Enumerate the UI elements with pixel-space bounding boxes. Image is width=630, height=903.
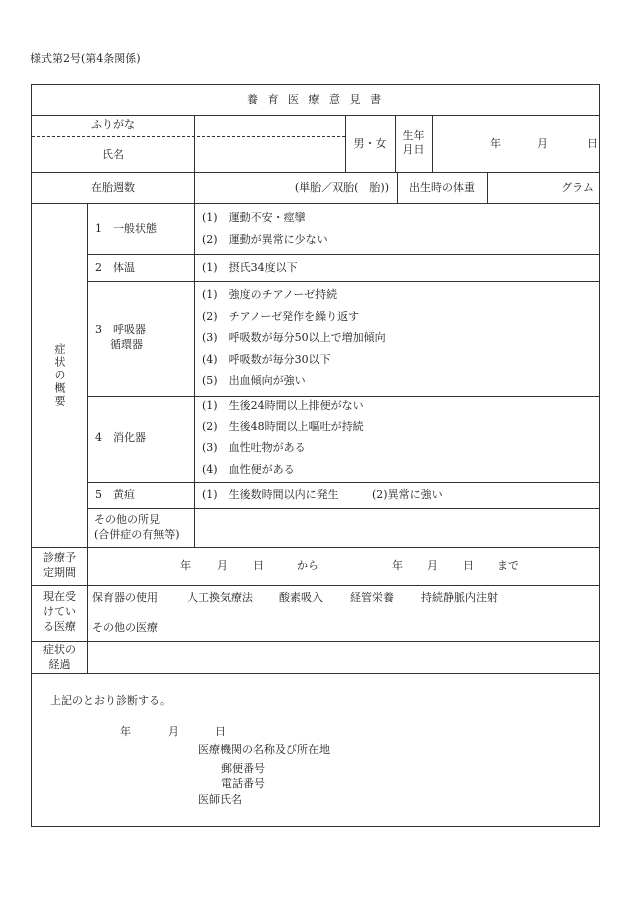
period-year-2: 年 (392, 559, 403, 572)
period-label-1: 診療予 (43, 551, 76, 564)
current-label-2: けてい (43, 605, 76, 618)
general-item-1: (1) 運動不安・痙攣 (202, 211, 306, 224)
jaundice-item-2: (2)異常に強い (372, 488, 443, 501)
period-divider (32, 585, 599, 586)
birth-weight-label: 出生時の体重 (409, 181, 475, 194)
circ-label: 循環器 (110, 338, 143, 351)
gestation-label: 在胎週数 (91, 181, 135, 194)
birth-year: 年 (490, 137, 501, 150)
period-month-2: 月 (427, 559, 438, 572)
current-item-5: 持続静脈内注射 (421, 591, 498, 604)
current-other: その他の医療 (92, 621, 158, 634)
resp-divider (87, 396, 599, 397)
period-year-1: 年 (180, 559, 191, 572)
gram-unit: グラム (561, 181, 594, 194)
name-label: 氏名 (102, 148, 124, 161)
birthdate-col-line (432, 115, 433, 172)
jaundice-item-1: (1) 生後数時間以内に発生 (202, 488, 339, 501)
jaundice-label: 5 黄疸 (95, 488, 135, 501)
diagnosis-text: 上記のとおり診断する。 (50, 694, 171, 707)
jaundice-divider (87, 508, 599, 509)
current-label-3: る医療 (43, 620, 76, 633)
sign-year: 年 (120, 725, 131, 738)
sign-day: 日 (215, 725, 226, 738)
temp-label: 2 体温 (95, 261, 135, 274)
digest-item-3: (3) 血性吐物がある (202, 441, 306, 454)
items-col-line (194, 203, 195, 547)
institution-label: 医療機関の名称及び所在地 (198, 743, 330, 756)
digest-divider (87, 482, 599, 483)
resp-label: 3 呼吸器 (95, 323, 146, 336)
birth-type: (単胎／双胎( 胎)) (294, 181, 389, 194)
course-divider (32, 673, 599, 674)
temp-divider (87, 281, 599, 282)
furigana-label: ふりがな (91, 118, 135, 131)
symptoms-title: 症状の概要 (53, 343, 66, 408)
left-col-line (87, 203, 88, 673)
current-item-4: 経管栄養 (350, 591, 394, 604)
title-divider (32, 115, 599, 116)
resp-item-4: (4) 呼吸数が毎分30以下 (202, 353, 331, 366)
general-item-2: (2) 運動が異常に少ない (202, 233, 328, 246)
phone-label: 電話番号 (221, 777, 265, 790)
resp-item-1: (1) 強度のチアノーゼ持続 (202, 288, 338, 301)
general-divider (87, 254, 599, 255)
course-label-1: 症状の (43, 643, 76, 656)
current-divider (32, 641, 599, 642)
period-from: から (297, 559, 319, 572)
symptoms-divider (32, 547, 599, 548)
doctor-label: 医師氏名 (198, 793, 242, 806)
furigana-divider (32, 136, 345, 137)
current-item-1: 保育器の使用 (92, 591, 158, 604)
period-month-1: 月 (217, 559, 228, 572)
digest-label: 4 消化器 (95, 431, 146, 444)
current-item-2: 人工換気療法 (187, 591, 253, 604)
medical-opinion-form (31, 84, 600, 827)
sex-label: 男・女 (353, 137, 387, 150)
digest-item-1: (1) 生後24時間以上排便がない (202, 399, 364, 412)
other-findings-note: (合併症の有無等) (94, 528, 180, 541)
course-label-2: 経過 (48, 658, 71, 671)
other-findings-label: その他の所見 (94, 513, 160, 526)
digest-item-4: (4) 血性便がある (202, 463, 295, 476)
current-label-1: 現在受 (43, 590, 76, 603)
sign-month: 月 (168, 725, 179, 738)
name-divider (32, 172, 599, 173)
resp-item-5: (5) 出血傾向が強い (202, 374, 306, 387)
birth-month: 月 (537, 137, 548, 150)
digest-item-2: (2) 生後48時間以上嘔吐が持続 (202, 420, 364, 433)
period-day-2: 日 (463, 559, 474, 572)
current-item-3: 酸素吸入 (279, 591, 323, 604)
period-to: まで (497, 559, 519, 572)
period-label-2: 定期間 (43, 566, 76, 579)
postal-label: 郵便番号 (221, 762, 265, 775)
birth-label: 生年 月日 (402, 129, 425, 156)
birth-day: 日 (587, 137, 598, 150)
period-day-1: 日 (253, 559, 264, 572)
form-label: 様式第2号(第4条関係) (30, 52, 141, 65)
general-label: 1 一般状態 (95, 222, 157, 235)
temp-item-1: (1) 摂氏34度以下 (202, 261, 298, 274)
gestation-divider (32, 203, 599, 204)
resp-item-2: (2) チアノーゼ発作を繰り返す (202, 310, 360, 323)
form-title: 養 育 医 療 意 見 書 (247, 93, 384, 106)
resp-item-3: (3) 呼吸数が毎分50以上で増加傾向 (202, 331, 386, 344)
